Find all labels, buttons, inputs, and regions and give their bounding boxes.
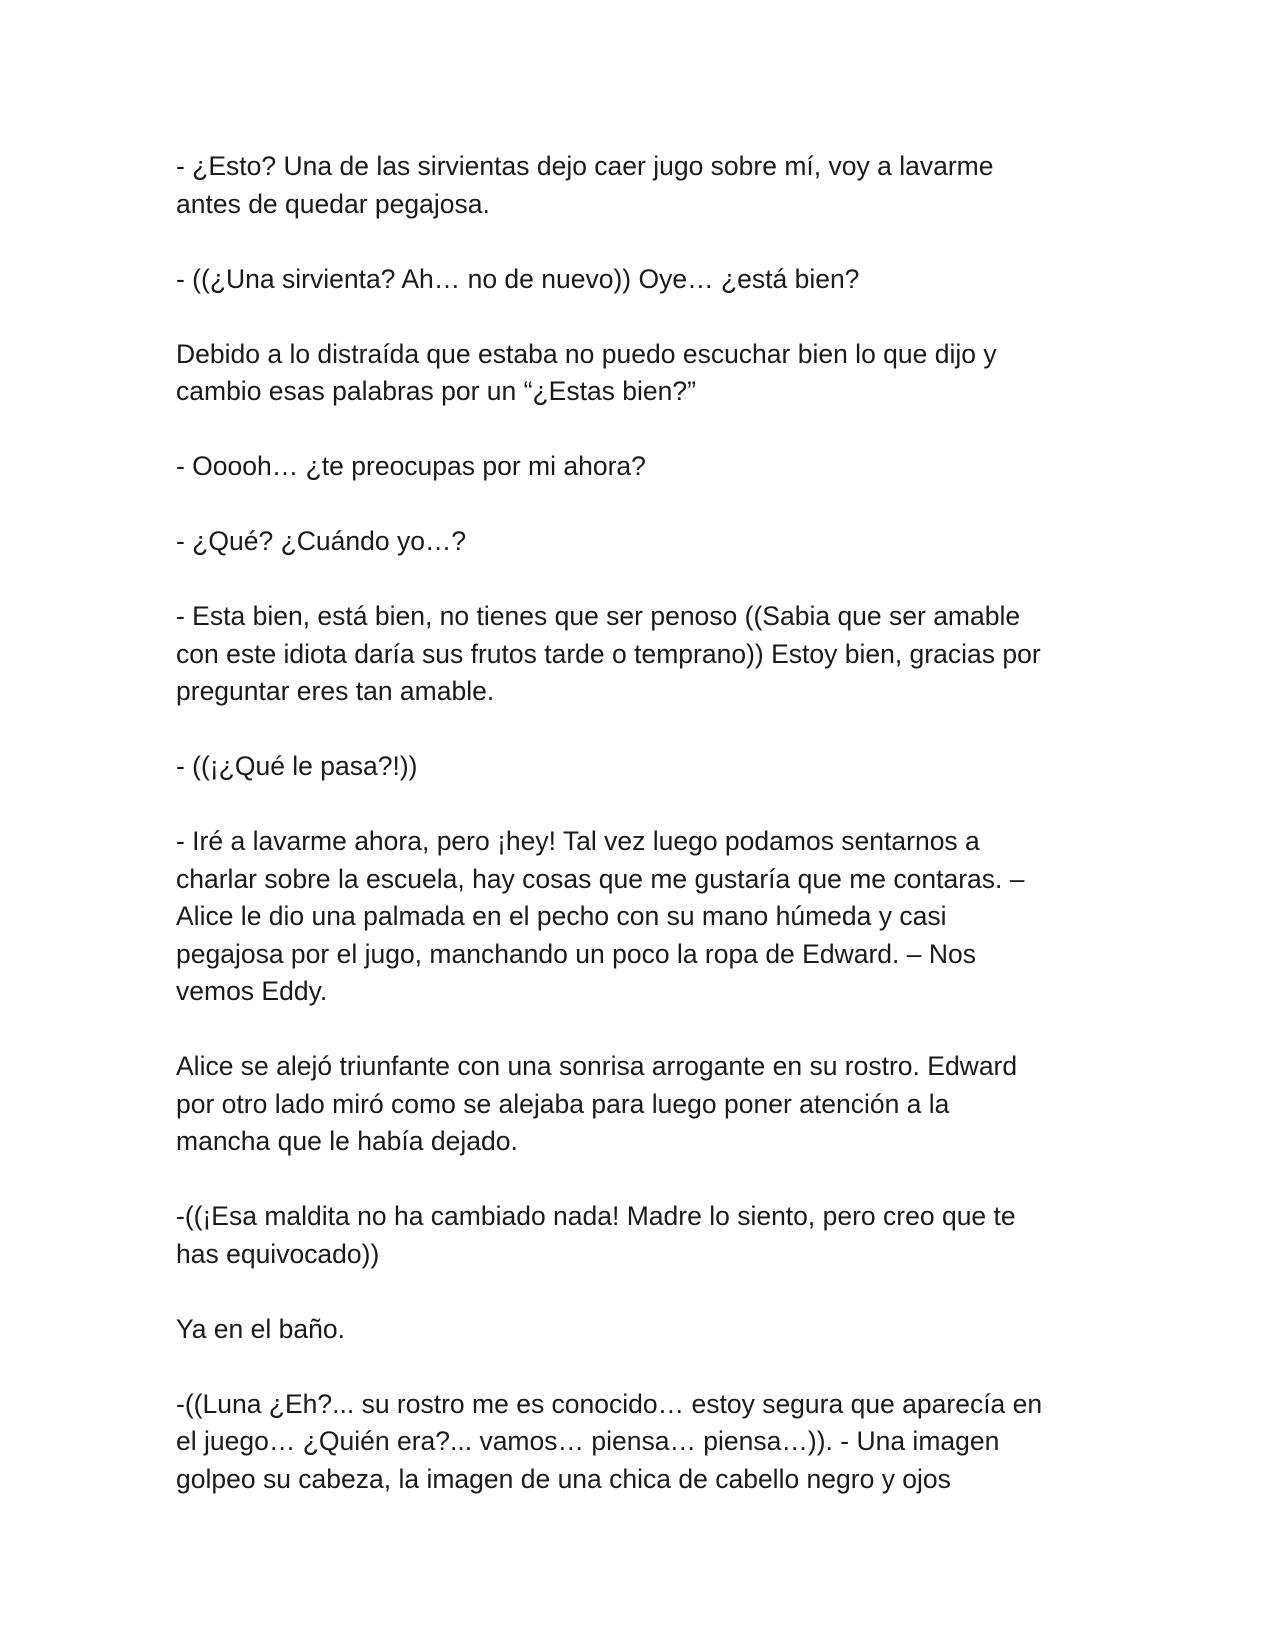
paragraph: - Ooooh… ¿te preocupas por mi ahora? bbox=[176, 451, 646, 481]
paragraph: Debido a lo distraída que estaba no puedo escuchar bien lo que dijo y cambio esas palabras por un “¿Estas bien?” bbox=[176, 338, 997, 406]
paragraph: - ((¿Una sirvienta? Ah… no de nuevo)) Oye… ¿está bien? bbox=[176, 263, 860, 294]
paragraph: -((¡Esa maldita no ha cambiado nada! Madre lo siento, pero creo que te has equivocado)) bbox=[176, 1201, 1016, 1269]
paragraph: -((Luna ¿Eh?... su rostro me es conocido… estoy segura que aparecía en el juego… ¿Quién era?... vamos… piensa… piensa…)). - Una imagen golpeo su cabeza, la imagen de una chica de cabello negro y ojos bbox=[176, 1388, 1043, 1494]
paragraph: - ((¡¿Qué le pasa?!)) bbox=[176, 751, 418, 781]
paragraph: - ¿Esto? Una de las sirvientas dejo caer jugo sobre mí, voy a lavarme antes de quedar pegajosa. bbox=[176, 151, 994, 219]
paragraph: Ya en el baño. bbox=[176, 1313, 345, 1344]
paragraph: - Iré a lavarme ahora, pero ¡hey! Tal vez luego podamos sentarnos a charlar sobre la escuela, hay cosas que me gustaría que me contaras. – Alice le dio una palmada en el pecho con su mano húmeda y casi pegajosa por el jugo, manchando un poco la ropa de Edward. – Nos vemos Eddy. bbox=[176, 826, 1025, 1006]
paragraph: Alice se alejó triunfante con una sonrisa arrogante en su rostro. Edward por otro lado miró como se alejaba para luego poner atención a la mancha que le había dejado. bbox=[176, 1051, 1018, 1156]
paragraph: - Esta bien, está bien, no tienes que ser penoso ((Sabia que ser amable con este idiota daría sus frutos tarde o temprano)) Estoy bien, gracias por preguntar eres tan amable. bbox=[176, 601, 1041, 706]
document-body bbox=[176, 148, 1106, 1536]
paragraph: - ¿Qué? ¿Cuándo yo…? bbox=[176, 526, 467, 556]
